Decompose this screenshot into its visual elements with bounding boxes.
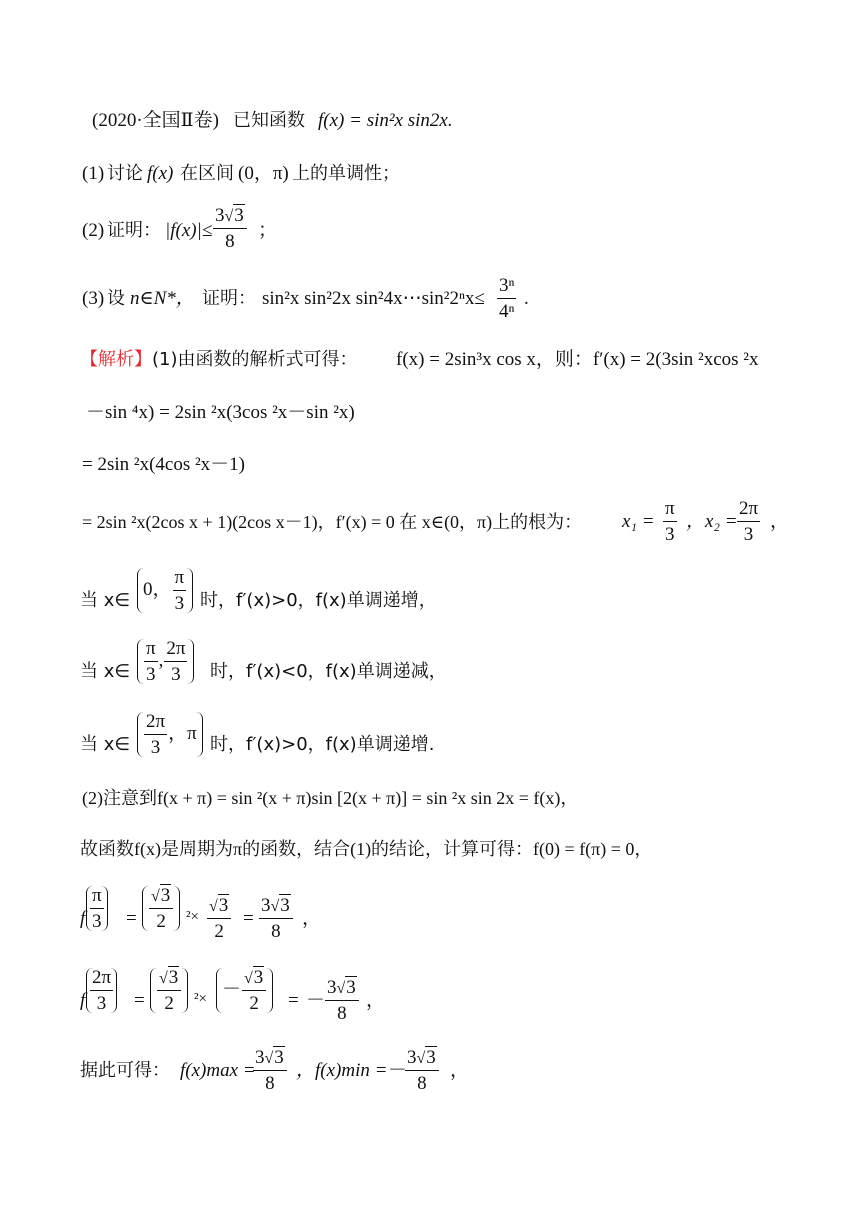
root-x2-fraction: $\frac{2\pi}{3}$ — [739, 498, 759, 545]
calc1-arg: $\frac{\pi}{3}$ — [86, 886, 108, 931]
fmin-label: ，f(x)min = — [296, 1060, 388, 1081]
part2-text: 证明： — [107, 220, 161, 241]
calc1-tail: ， — [302, 908, 322, 929]
fmax-value: $\frac{3√3}{8}$ — [253, 1048, 287, 1093]
case3-interval: $\frac{2\pi}{3}$ ，π — [137, 712, 203, 757]
case2-prefix: 当 x∈ — [80, 661, 131, 682]
calc2-base: $\frac{√3}{2}$ — [150, 968, 188, 1013]
part2-l2: 故函数f(x)是周期为π的函数，结合(1)的结论，计算可得：f(0) = f(π) = 0， — [80, 839, 653, 859]
part2-semicolon: ； — [258, 220, 278, 241]
part3-bound-fraction: $\frac{\text{3ⁿ}}{\text{4ⁿ}}$ — [499, 275, 515, 322]
calc2-eq: = — [134, 990, 145, 1011]
problem-function: f(x) = sin²x sin2x. — [318, 110, 453, 131]
calc2-arg: $\frac{2\pi}{3}$ — [86, 968, 117, 1013]
final-tail: ， — [450, 1060, 470, 1081]
calc1-result: $\frac{3√3}{8}$ — [259, 896, 293, 941]
part1-fx: f(x) — [147, 163, 174, 184]
case1-interval: 0， $\frac{\pi}{3}$ — [137, 568, 193, 613]
problem-source: (2020·全国Ⅱ卷) — [92, 110, 219, 131]
part1-end: 上的单调性； — [292, 163, 400, 184]
case1-tail: 时，f′(x)>0，f(x)单调递增， — [200, 590, 437, 611]
calc2-neg-factor: － $\frac{√3}{2}$ — [216, 968, 273, 1013]
fmin-minus: － — [388, 1060, 408, 1081]
case3-tail: 时，f′(x)>0，f(x)单调递增. — [210, 734, 435, 755]
part3-n: n∈N*， — [130, 288, 195, 309]
solution-l1-a: (1)由函数的解析式可得： — [152, 349, 358, 370]
part1-text: 讨论 — [107, 163, 143, 184]
part2-l1: (2)注意到f(x + π) = sin ²(x + π)sin [2(x + π)] = sin ²x sin 2x = f(x)， — [82, 788, 579, 808]
case2-tail: 时，f′(x)<0，f(x)单调递减， — [210, 661, 447, 682]
problem-intro: 已知函数 — [233, 110, 305, 131]
part1-interval: (0，π) — [238, 163, 289, 184]
root-x2-label: ，x₂ = — [686, 511, 738, 532]
calc1-f: f — [80, 908, 86, 929]
calc2-tail: ， — [366, 990, 386, 1011]
solution-l4-a: = 2sin ²x(2cos x + 1)(2cos x－1)，f′(x) = 0 在 x∈(0，π)上的根为： — [82, 512, 583, 532]
calc2-f: f — [80, 990, 86, 1011]
solution-l1-b: f(x) = 2sin³x cos x，则：f′(x) = 2(3sin ²xcos ²x — [396, 349, 759, 370]
calc1-eq: = — [126, 908, 137, 929]
part3-expr: sin²x sin²2x sin²4x⋯sin²2ⁿx≤ — [262, 288, 485, 309]
solution-label: 【解析】 — [80, 349, 152, 370]
calc1-base: $\frac{√3}{2}$ — [142, 886, 180, 931]
fmin-value: $\frac{3√3}{8}$ — [405, 1048, 439, 1093]
calc2-minus: － — [306, 990, 326, 1011]
part3-prove: 证明： — [202, 288, 256, 309]
solution-l3: = 2sin ²x(4cos ²x－1) — [82, 454, 246, 475]
calc2-sq-times: ²× — [194, 991, 207, 1007]
part2-prefix: (2) — [82, 220, 105, 241]
calc1-factor: $\frac{√3}{2}$ — [207, 896, 231, 941]
calc1-sq-times: ²× — [186, 909, 199, 925]
part3-set: 设 — [107, 288, 125, 309]
conclusion-text: 据此可得： — [80, 1060, 170, 1081]
case2-interval: $\frac{\pi}{3}$ , $\frac{2\pi}{3}$ — [137, 639, 194, 684]
case3-prefix: 当 x∈ — [80, 734, 131, 755]
calc1-eq2: = — [243, 908, 254, 929]
case1-prefix: 当 x∈ — [80, 590, 131, 611]
calc2-eq2: = — [288, 990, 299, 1011]
solution-l4-end: ， — [770, 511, 790, 532]
root-x1-fraction: $\frac{\pi}{3}$ — [665, 498, 675, 545]
part3-prefix: (3) — [82, 288, 105, 309]
calc2-result: $\frac{3√3}{8}$ — [325, 978, 359, 1023]
part1-prefix: (1) — [82, 163, 105, 184]
part3-end: . — [524, 288, 529, 309]
part1-mid: 在区间 — [180, 163, 234, 184]
part2-bound-fraction: $\frac{3√3}{8}$ — [213, 206, 247, 251]
root-x1-label: x₁ = — [622, 511, 655, 532]
part2-abs: |f(x)|≤ — [165, 220, 213, 241]
fmax-label: f(x)max = — [180, 1060, 256, 1081]
solution-l2: －sin ⁴x) = 2sin ²x(3cos ²x－sin ²x) — [86, 402, 355, 423]
